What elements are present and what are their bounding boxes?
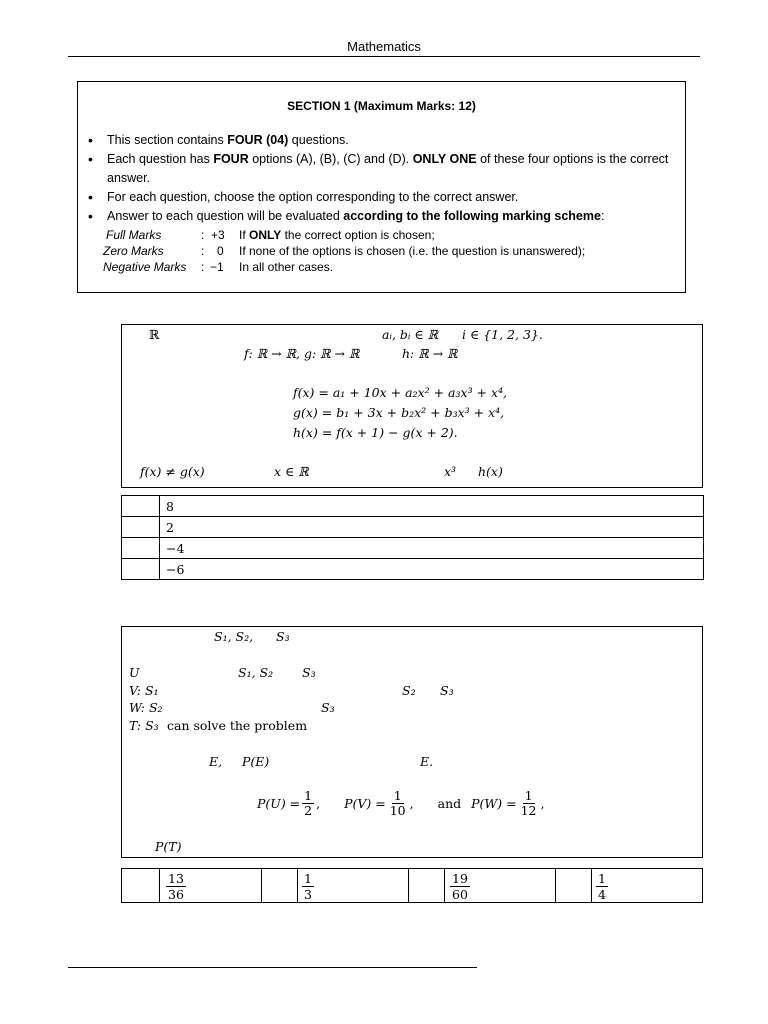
- instruction-item: [86, 188, 678, 207]
- instruction-item: [86, 150, 678, 188]
- q1-equation-h: h(x) = f(x + 1) − g(x + 2).: [293, 425, 458, 440]
- instruction-text: For each question, choose the option corresponding to the correct answer.: [107, 190, 519, 204]
- scheme-desc: [239, 228, 435, 242]
- q2-pv-fraction: [388, 789, 408, 818]
- scheme-sep: :: [201, 244, 205, 258]
- scheme-value: 0: [217, 244, 224, 258]
- instruction-bold: FOUR (04): [227, 133, 289, 147]
- instruction-bold: according to the following marking scheme: [343, 209, 601, 223]
- frac-den: 4: [598, 887, 606, 902]
- q1-h-of-x: h(x): [478, 464, 503, 479]
- option-value[interactable]: 2: [160, 517, 704, 538]
- scheme-value: −1: [210, 260, 224, 274]
- q1-index-set: i ∈ {1, 2, 3}.: [462, 327, 543, 342]
- q1-domain: x ∈ ℝ: [274, 464, 309, 479]
- option-label-cell: [122, 559, 160, 580]
- option-row[interactable]: [122, 538, 704, 559]
- q2-pw-label: P(W) =: [471, 796, 517, 811]
- option-row[interactable]: [122, 559, 704, 580]
- q2-t-text: can solve the problem: [167, 718, 308, 733]
- q2-u-s3: S₃: [302, 665, 316, 680]
- q2-pv-label: P(V) =: [344, 796, 386, 811]
- instruction-text: questions.: [288, 133, 349, 147]
- option-divider: [261, 869, 262, 902]
- section-title: SECTION 1 (Maximum Marks: 12): [287, 99, 476, 113]
- instruction-text: options (A), (B), (C) and (D).: [248, 152, 413, 166]
- frac-num: 1: [304, 788, 313, 803]
- header-divider: [68, 56, 700, 57]
- scheme-desc-text: If: [239, 228, 250, 242]
- q2-prob-e: P(E): [242, 754, 270, 769]
- q2-solvers: S₁, S₂,: [214, 629, 254, 644]
- page-header-title: Mathematics: [347, 39, 421, 54]
- q2-event-e: E,: [209, 754, 223, 769]
- option-divider: [297, 869, 298, 902]
- q1-x-cubed: x³: [444, 464, 457, 479]
- q2-event-e-end: E.: [420, 754, 434, 769]
- q1-function-defs: f: ℝ → ℝ, g: ℝ → ℝ: [244, 346, 360, 361]
- frac-num: 13: [168, 871, 184, 886]
- scheme-label: Negative Marks: [103, 260, 187, 274]
- marking-scheme: [78, 228, 685, 276]
- instruction-bold: ONLY ONE: [412, 152, 477, 166]
- q2-v-s2: S₂: [402, 683, 416, 698]
- q2-pw-fraction: [519, 789, 539, 818]
- option-divider: [555, 869, 556, 902]
- frac-den: 12: [520, 803, 537, 818]
- instruction-text: Each question has: [107, 152, 214, 166]
- scheme-label: Full Marks: [106, 228, 162, 242]
- frac-den: 60: [452, 887, 468, 902]
- q2-event-w: W: S₂: [129, 700, 163, 715]
- scheme-desc: In all other cases.: [239, 260, 334, 274]
- option-c[interactable]: [450, 871, 470, 902]
- instruction-item: [86, 131, 678, 150]
- question-1-options: [121, 495, 704, 580]
- option-row[interactable]: [122, 517, 704, 538]
- option-b[interactable]: [302, 871, 314, 902]
- instruction-item: [86, 207, 678, 226]
- instruction-list: [86, 131, 678, 226]
- q1-reals-symbol: ℝ: [149, 327, 160, 342]
- option-value[interactable]: −4: [160, 538, 704, 559]
- option-label-cell: [122, 496, 160, 517]
- instruction-text: Answer to each question will be evaluated: [107, 209, 344, 223]
- question-1-statement: [121, 324, 703, 488]
- q2-event-t: T: S₃: [129, 718, 159, 733]
- q1-equation-g: g(x) = b₁ + 3x + b₂x² + b₃x³ + x⁴,: [293, 405, 505, 420]
- q2-u-solvers: S₁, S₂: [238, 665, 274, 680]
- option-a[interactable]: [166, 871, 186, 902]
- q2-pu-label: P(U) =: [257, 796, 301, 811]
- scheme-sep: :: [201, 260, 205, 274]
- q2-event-v: V: S₁: [129, 683, 159, 698]
- instruction-bold: FOUR: [213, 152, 249, 166]
- frac-num: 1: [524, 788, 533, 803]
- q1-h-def: h: ℝ → ℝ: [402, 346, 458, 361]
- frac-num: 1: [304, 871, 312, 886]
- option-value[interactable]: −6: [160, 559, 704, 580]
- scheme-desc-text: the correct option is chosen;: [281, 228, 435, 242]
- scheme-value: +3: [211, 228, 225, 242]
- q1-equation-f: f(x) = a₁ + 10x + a₂x² + a₃x³ + x⁴,: [293, 385, 508, 400]
- option-row[interactable]: [122, 496, 704, 517]
- footer-divider: [68, 967, 477, 968]
- frac-num: 1: [393, 788, 402, 803]
- q2-and: and: [437, 796, 462, 811]
- frac-den: 10: [389, 803, 406, 818]
- frac-num: 19: [452, 871, 468, 886]
- scheme-desc: If none of the options is chosen (i.e. the question is unanswered);: [239, 244, 586, 258]
- question-2-options: [121, 868, 703, 903]
- frac-den: 36: [168, 887, 184, 902]
- option-d[interactable]: [596, 871, 608, 902]
- option-label-cell: [122, 538, 160, 559]
- instruction-text: This section contains: [107, 133, 228, 147]
- q2-probabilities: P(U) = $\frac{1}{2}$ , P(V) = $\frac{1}{10}$ , and P(W) = $\frac{1}{12}$ ,: [257, 788, 545, 818]
- option-label-cell: [122, 517, 160, 538]
- frac-den: 3: [304, 887, 312, 902]
- q2-prob-t: P(T): [155, 839, 182, 854]
- scheme-sep: :: [201, 228, 205, 242]
- q2-solver-3: S₃: [276, 629, 290, 644]
- q1-coefficients: aᵢ, bᵢ ∈ ℝ: [382, 327, 439, 342]
- q2-pu-fraction: [302, 789, 314, 818]
- q1-condition: f(x) ≠ g(x): [140, 464, 205, 479]
- option-divider: [444, 869, 445, 902]
- instruction-text: :: [600, 209, 605, 223]
- q2-event-u: U: [129, 665, 140, 680]
- option-divider: [591, 869, 592, 902]
- instruction-text: of these four options is the correct answer.: [107, 152, 669, 185]
- question-2-statement: [121, 626, 703, 858]
- option-value[interactable]: 8: [160, 496, 704, 517]
- scheme-desc-bold: ONLY: [249, 228, 282, 242]
- q2-v-s3: S₃: [440, 683, 454, 698]
- frac-num: 1: [598, 871, 606, 886]
- section-instructions-box: [77, 81, 686, 293]
- scheme-label: Zero Marks: [103, 244, 164, 258]
- option-divider: [408, 869, 409, 902]
- frac-den: 2: [304, 803, 313, 818]
- q2-w-s3: S₃: [321, 700, 335, 715]
- option-divider: [159, 869, 160, 902]
